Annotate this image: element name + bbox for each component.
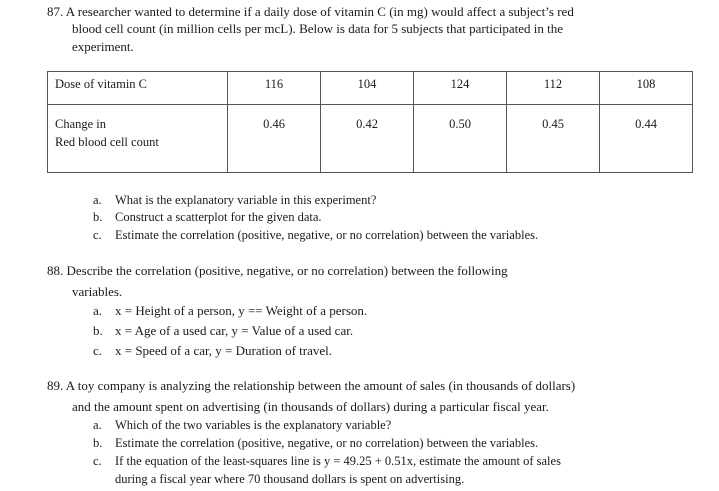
- q88-part-a-text: x = Height of a person, y == Weight of a person.: [115, 303, 368, 318]
- dose-cell: 104: [321, 72, 414, 105]
- change-row-label-line-2: Red blood cell count: [55, 135, 159, 149]
- change-row: [48, 105, 693, 173]
- change-row-label: [48, 105, 228, 173]
- vitamin-c-data-table: [47, 71, 693, 173]
- q89-part-a-text: Which of the two variables is the explanatory variable?: [115, 418, 392, 432]
- change-row-label-line-1: Change in: [55, 117, 107, 131]
- q88-part-a-marker: a.: [93, 303, 103, 318]
- q88-line-1: 88. Describe the correlation (positive, negative, or no correlation) between the following: [47, 263, 508, 278]
- q87-line-1: 87. A researcher wanted to determine if a daily dose of vitamin C (in mg) would affect a subject’s red: [47, 4, 574, 19]
- q88-part-c-text: x = Speed of a car, y = Duration of travel.: [115, 343, 333, 358]
- q87-part-a-marker: a.: [93, 193, 102, 207]
- q87-line-2: blood cell count (in million cells per mcL). Below is data for 5 subjects that participated in the: [72, 21, 563, 36]
- q89-part-b-marker: b.: [93, 436, 103, 450]
- q89-part-b-text: Estimate the correlation (positive, negative, or no correlation) between the variables.: [115, 436, 539, 450]
- dose-row: [48, 72, 693, 105]
- q87-part-a-text: What is the explanatory variable in this experiment?: [115, 193, 377, 207]
- q89-part-c-text: If the equation of the least-squares line is y = 49.25 + 0.51x, estimate the amount of sales: [115, 454, 561, 468]
- dose-cell: 124: [414, 72, 507, 105]
- q88-part-b-text: x = Age of a used car, y = Value of a used car.: [115, 323, 354, 338]
- change-cell: 0.50: [414, 105, 507, 173]
- q89-part-c-marker: c.: [93, 454, 102, 468]
- q88-line-2: variables.: [72, 284, 123, 299]
- change-cell: 0.42: [321, 105, 414, 173]
- q87-part-b-text: Construct a scatterplot for the given data.: [115, 210, 322, 224]
- q87-part-c-text: Estimate the correlation (positive, negative, or no correlation) between the variables.: [115, 228, 539, 242]
- q88-part-c-marker: c.: [93, 343, 103, 358]
- change-cell: 0.45: [507, 105, 600, 173]
- q89-line-2: and the amount spent on advertising (in thousands of dollars) during a particular fiscal year.: [72, 399, 549, 414]
- dose-cell: 116: [228, 72, 321, 105]
- q87-line-3: experiment.: [72, 39, 134, 54]
- dose-cell: 112: [507, 72, 600, 105]
- q87-part-b-marker: b.: [93, 210, 103, 224]
- q87-part-c-marker: c.: [93, 228, 102, 242]
- q88-part-b-marker: b.: [93, 323, 103, 338]
- dose-cell: 108: [600, 72, 693, 105]
- change-cell: 0.44: [600, 105, 693, 173]
- q89-part-c-text-line-2: during a fiscal year where 70 thousand dollars is spent on advertising.: [115, 472, 465, 486]
- dose-row-label: Dose of vitamin C: [48, 72, 228, 105]
- q89-line-1: 89. A toy company is analyzing the relationship between the amount of sales (in thousands of dollars): [47, 378, 576, 393]
- change-cell: 0.46: [228, 105, 321, 173]
- q89-part-a-marker: a.: [93, 418, 102, 432]
